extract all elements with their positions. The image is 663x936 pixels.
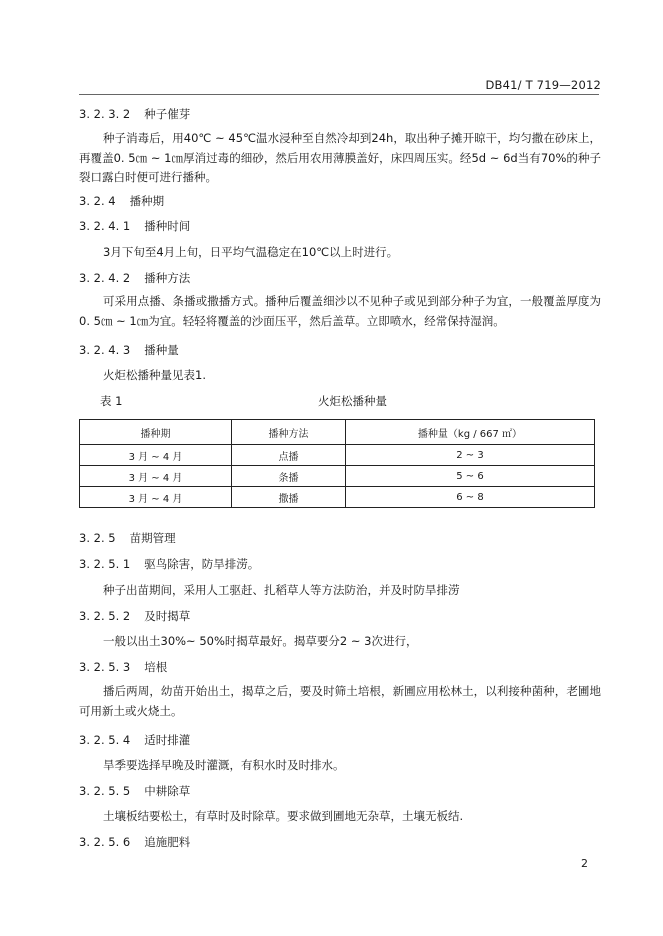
column-header: 播种量（kg / 667 ㎡） [346, 420, 595, 445]
section-title: 播种方法 [144, 271, 191, 285]
section-title: 播种量 [144, 343, 179, 357]
section-body-3-2-4-2: 可采用点播、条播或撒播方式。播种后覆盖细沙以不见种子或见到部分种子为宜，一般覆盖厚度为0. 5㎝ ~ 1㎝为宜。轻轻将覆盖的沙面压平，然后盖草。立即喷水，经常保持湿润。 [79, 294, 601, 328]
table-cell: 3 月 ~ 4 月 [80, 487, 232, 508]
seeding-rate-table [79, 419, 595, 508]
section-title: 追施肥料 [144, 835, 191, 849]
section-number: 3. 2. 5. 3 [79, 660, 131, 674]
section-number: 3. 2. 4. 3 [79, 343, 131, 357]
section-heading-3-2-5-4 [79, 732, 601, 748]
section-title: 苗期管理 [129, 531, 176, 545]
section-title: 及时揭草 [144, 609, 191, 623]
section-number: 3. 2. 3. 2 [79, 107, 131, 121]
section-title: 中耕除草 [144, 784, 191, 798]
header-rule [79, 94, 599, 95]
table-cell: 条播 [232, 466, 346, 487]
section-title: 种子催芽 [144, 107, 191, 121]
table-cell: 3 月 ~ 4 月 [80, 445, 232, 466]
section-heading-3-2-5-6 [79, 834, 601, 850]
table-row [80, 466, 595, 487]
section-body-3-2-5-5: 土壤板结要松土，有草时及时除草。要求做到圃地无杂草，土壤无板结. [103, 809, 464, 823]
section-number: 3. 2. 5. 1 [79, 557, 131, 571]
section-title: 培根 [144, 660, 168, 674]
section-heading-3-2-4-2 [79, 270, 601, 286]
section-body-3-2-5-2: 一般以出土30%~ 50%时揭草最好。揭草要分2 ~ 3次进行， [103, 634, 418, 648]
table-title: 火炬松播种量 [318, 394, 387, 408]
section-number: 3. 2. 4. 2 [79, 271, 131, 285]
section-number: 3. 2. 4. 1 [79, 219, 131, 233]
section-heading-3-2-5-1 [79, 556, 601, 572]
table-label: 表 1 [100, 394, 123, 408]
section-number: 3. 2. 4 [79, 194, 116, 208]
column-header: 播种方法 [232, 420, 346, 445]
section-number: 3. 2. 5. 2 [79, 609, 131, 623]
section-number: 3. 2. 5. 4 [79, 733, 131, 747]
table-cell: 5 ~ 6 [346, 466, 595, 487]
section-number: 3. 2. 5. 5 [79, 784, 131, 798]
section-heading-3-2-4-1 [79, 218, 601, 234]
page-number: 2 [581, 857, 588, 870]
section-body-3-2-5-4: 旱季要选择早晚及时灌溉，有积水时及时排水。 [103, 758, 345, 772]
section-heading-3-2-4 [79, 193, 601, 209]
table-cell: 2 ~ 3 [346, 445, 595, 466]
section-title: 播种时间 [144, 219, 191, 233]
column-header: 播种期 [80, 420, 232, 445]
section-heading-3-2-5 [79, 530, 601, 546]
section-number: 3. 2. 5. 6 [79, 835, 131, 849]
section-heading-3-2-5-3 [79, 659, 601, 675]
section-title: 适时排灌 [144, 733, 191, 747]
table-row [80, 487, 595, 508]
table-cell: 撒播 [232, 487, 346, 508]
section-body-3-2-4-3: 火炬松播种量见表1. [103, 368, 206, 382]
table-row [80, 445, 595, 466]
section-title: 播种期 [129, 194, 165, 208]
section-title: 驱鸟除害，防旱排涝。 [144, 557, 260, 571]
section-body-3-2-3-2: 种子消毒后，用40℃ ~ 45℃温水浸种至自然冷却到24h，取出种子摊开晾干，均匀撒在砂床上，再覆盖0. 5㎝ ~ 1㎝厚消过毒的细砂，然后用农用薄膜盖好，床四周压实。经5d ~ 6d当有70%的种子裂口露白时便可进行播种。 [79, 131, 601, 184]
table-header-row [80, 420, 595, 445]
section-heading-3-2-3-2 [79, 106, 601, 122]
standard-code: DB41/ T 719—2012 [485, 78, 601, 92]
section-body-3-2-5-1: 种子出苗期间，采用人工驱赶、扎稻草人等方法防治，并及时防旱排涝 [103, 583, 460, 597]
table-cell: 6 ~ 8 [346, 487, 595, 508]
table-cell: 点播 [232, 445, 346, 466]
section-heading-3-2-5-2 [79, 608, 601, 624]
section-number: 3. 2. 5 [79, 531, 116, 545]
section-body-3-2-5-3: 播后两周，幼苗开始出土，揭草之后，要及时筛土培根，新圃应用松林土，以利接种菌种，老圃地可用新土或火烧土。 [79, 684, 601, 718]
section-heading-3-2-5-5 [79, 783, 601, 799]
table-cell: 3 月 ~ 4 月 [80, 466, 232, 487]
section-heading-3-2-4-3 [79, 342, 601, 358]
section-body-3-2-4-1: 3月下旬至4月上旬，日平均气温稳定在10℃以上时进行。 [103, 245, 399, 259]
